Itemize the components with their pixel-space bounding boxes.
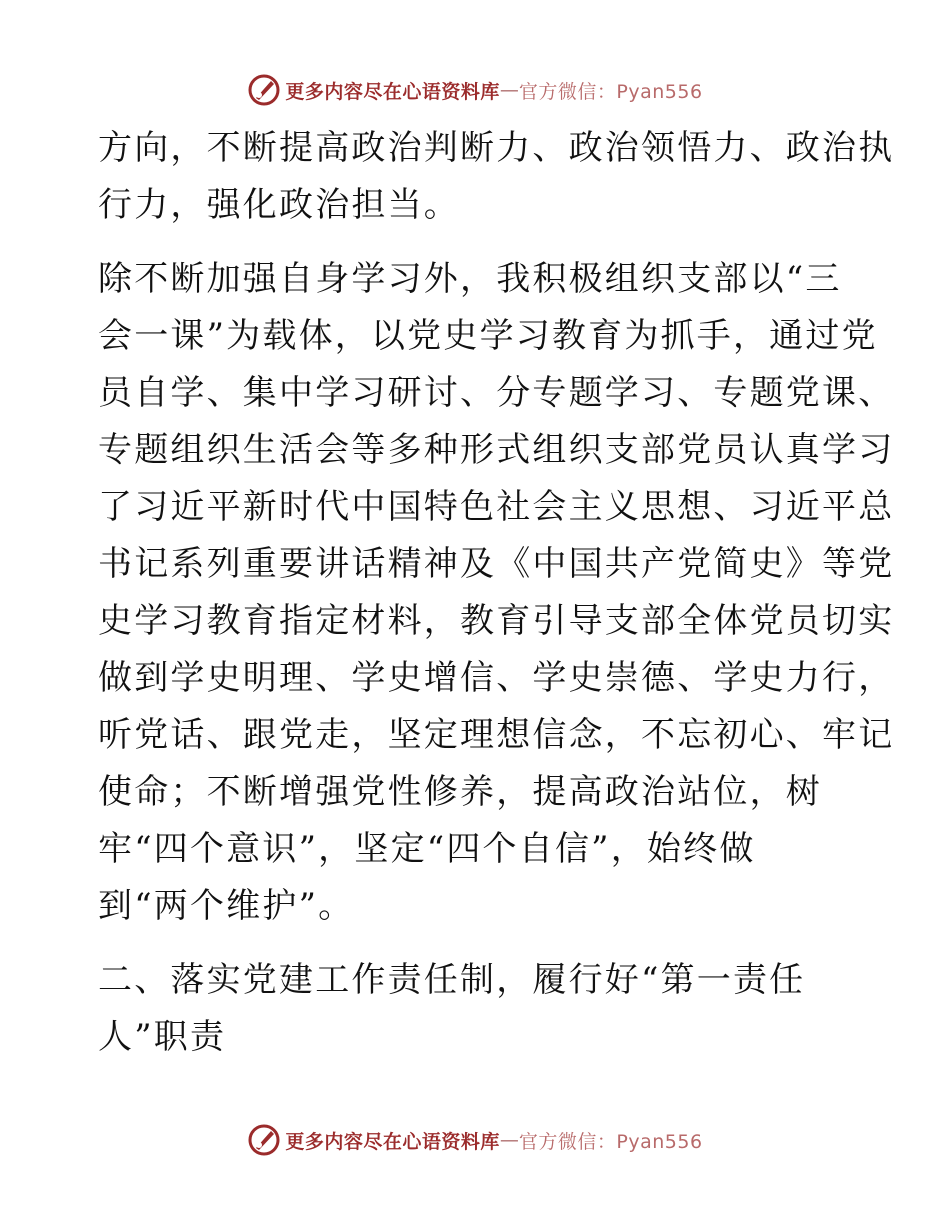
text-line: 使命；不断增强党性修养，提高政治站位，树 <box>98 772 822 812</box>
text-line: 除不断加强自身学习外，我积极组织支部以“三 <box>98 259 842 299</box>
text-line: 行力，强化政治担当。 <box>98 185 460 225</box>
banner-wechat-id: 官方微信：Pyan556 <box>518 80 703 103</box>
banner-dash: — <box>499 79 519 101</box>
text-line: 会一课”为载体，以党史学习教育为抓手，通过党 <box>98 316 878 356</box>
header-banner <box>0 70 950 110</box>
text-line: 到“两个维护”。 <box>98 886 355 926</box>
text-line: 做到学史明理、学史增信、学史崇德、学史力行， <box>98 658 895 698</box>
footer-banner <box>0 1120 950 1160</box>
quill-logo-icon <box>247 73 281 107</box>
banner-wechat-id: 官方微信：Pyan556 <box>518 1130 703 1153</box>
section-heading <box>98 952 858 1066</box>
text-line: 二、落实党建工作责任制，履行好“第一责任 <box>98 960 806 1000</box>
text-line: 史学习教育指定材料，教育引导支部全体党员切实 <box>98 601 895 641</box>
text-line: 员自学、集中学习研讨、分专题学习、专题党课、 <box>98 373 895 413</box>
banner-site-name: 更多内容尽在心语资料库 <box>285 80 500 103</box>
text-line: 专题组织生活会等多种形式组织支部党员认真学习 <box>98 430 895 470</box>
paragraph <box>98 120 895 234</box>
text-line: 了习近平新时代中国特色社会主义思想、习近平总 <box>98 487 895 527</box>
document-body <box>98 120 895 1066</box>
text-line: 人”职责 <box>98 1017 227 1057</box>
text-line: 方向，不断提高政治判断力、政治领悟力、政治执 <box>98 128 895 168</box>
text-line: 牢“四个意识”，坚定“四个自信”，始终做 <box>98 829 756 869</box>
text-line: 听党话、跟党走，坚定理想信念，不忘初心、牢记 <box>98 715 895 755</box>
banner-dash: — <box>499 1129 519 1151</box>
banner-site-name: 更多内容尽在心语资料库 <box>285 1130 500 1153</box>
quill-logo-icon <box>247 1123 281 1157</box>
paragraph <box>98 251 895 935</box>
text-line: 书记系列重要讲话精神及《中国共产党简史》等党 <box>98 544 895 584</box>
